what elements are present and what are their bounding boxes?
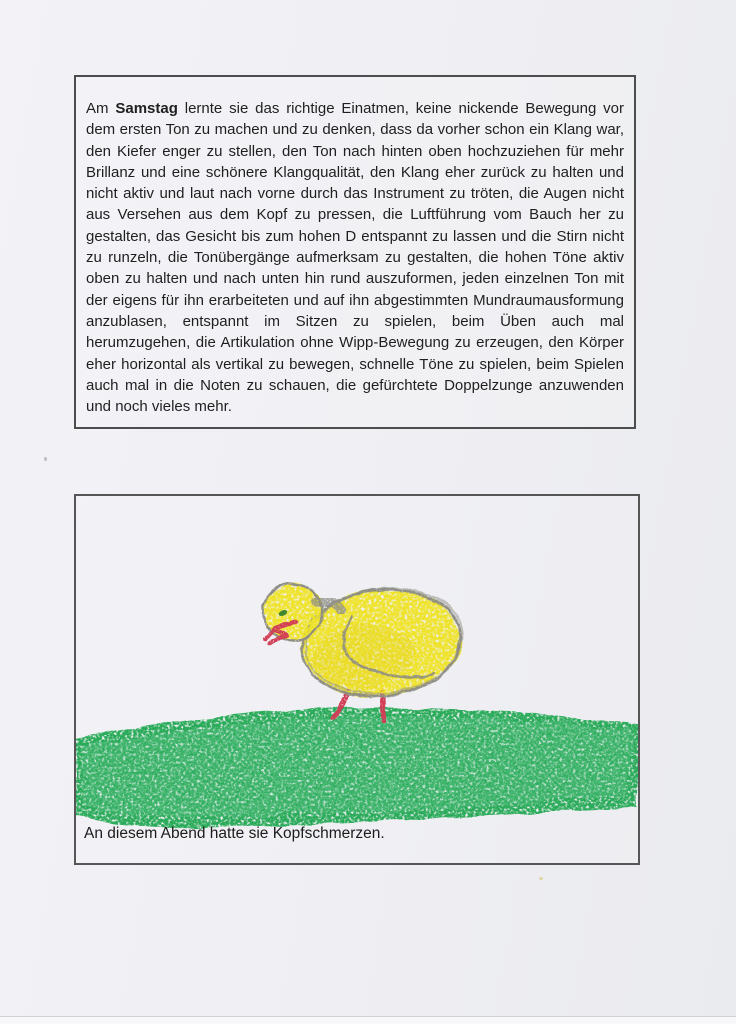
chick-drawing (76, 496, 638, 863)
story-lead-word: Am (86, 100, 116, 117)
picture-frame (74, 494, 640, 865)
scan-speck (539, 877, 543, 880)
bold-day-word: Samstag (115, 100, 178, 117)
scan-speck (44, 457, 47, 461)
picture-caption: An diesem Abend hatte sie Kopfschmerzen. (84, 825, 385, 842)
chick-beak-tip (265, 630, 273, 639)
story-text-box (74, 75, 636, 429)
story-paragraph (86, 98, 624, 417)
scan-edge (0, 1016, 736, 1024)
story-body-text: lernte sie das richtige Einatmen, keine nickende Bewegung vor dem ersten Ton zu machen und zu denken, dass da vorher schon ein Klang war, den Kiefer enger zu stellen, den Ton nach hinten oben hochzuziehen für mehr Brillanz und eine schönere Klangqualität, den Klang eher zurück zu halten und nicht aktiv und laut nach vorne durch das Instrument zu tröten, die Augen nicht aus Versehen aus dem Kopf zu pressen, die Luftführung vom Bauch her zu gestalten, das Gesicht bis zum hohen D entspannt zu lassen und die Stirn nicht zu runzeln, die Tonübergänge aufmerksam zu gestalten, die hohen Töne aktiv oben zu halten und nach unten hin rund auszuformen, jeden einzelnen Ton mit der eigens für ihn erarbeiteten und auf ihn abgestimmten Mundraumausformung anzublasen, entspannt im Sitzen zu spielen, beim Üben auch mal herumzugehen, die Artikulation ohne Wipp-Bewegung zu erzeugen, den Körper eher horizontal als vertikal zu bewegen, schnelle Töne zu spielen, beim Spielen auch mal in die Noten zu schauen, die gefürchtete Doppelzunge anzuwenden und noch vieles mehr. (86, 100, 624, 416)
